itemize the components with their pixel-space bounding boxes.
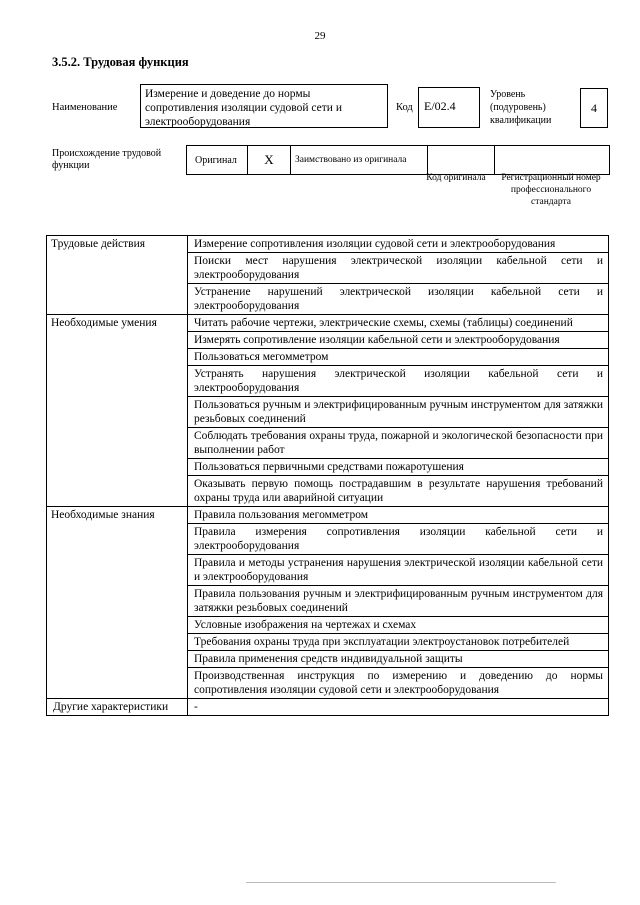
section-title-spacer [47, 668, 188, 699]
table-row [47, 253, 609, 284]
table-row [47, 586, 609, 617]
section-title-spacer [47, 366, 188, 397]
origin-label: Происхождение трудовой функции [52, 148, 162, 171]
table-row [47, 476, 609, 507]
section-item: Пользоваться мегомметром [188, 349, 609, 366]
section-title-spacer [47, 555, 188, 586]
reg-caption: Регистрационный номер профессионального стандарта [501, 173, 601, 207]
section-title-spacer [47, 634, 188, 651]
section-title-spacer [47, 651, 188, 668]
section-item: Правила измерения сопротивления изоляции кабельной сети и электрооборудования [188, 524, 609, 555]
table-row [47, 349, 609, 366]
section-item: Поиски мест нарушения электрической изоляции кабельной сети и электрооборудования [188, 253, 609, 284]
section-heading: 3.5.2. Трудовая функция [52, 55, 189, 69]
section-item: Правила применения средств индивидуальной защиты [188, 651, 609, 668]
section-item: Правила пользования ручным и электрифицированным ручным инструментом для затяжки резьбовых соединений [188, 586, 609, 617]
function-name-box: Измерение и доведение до нормы сопротивления изоляции судовой сети и электрооборудования [140, 84, 388, 128]
section-title-spacer [47, 476, 188, 507]
footer-rule [246, 882, 556, 883]
section-item: Соблюдать требования охраны труда, пожарной и экологической безопасности при выполнении работ [188, 428, 609, 459]
section-title-spacer [47, 428, 188, 459]
origin-mark-cell: X [248, 146, 291, 175]
section-item: Пользоваться ручным и электрифицированным ручным инструментом для затяжки резьбовых соединений [188, 397, 609, 428]
section-title-spacer [47, 617, 188, 634]
table-row [47, 555, 609, 586]
origin-borrowed-cell: Заимствовано из оригинала [291, 146, 428, 175]
qualification-level-box: 4 [580, 88, 608, 128]
section-title-spacer [47, 253, 188, 284]
section-item: Оказывать первую помощь пострадавшим в результате нарушения требований охраны труда или аварийной ситуации [188, 476, 609, 507]
function-details-table [46, 235, 609, 716]
code-label: Код [396, 102, 413, 113]
table-row [47, 397, 609, 428]
section-item: - [188, 699, 609, 716]
function-code-box: E/02.4 [418, 87, 480, 128]
page-number: 29 [314, 30, 326, 42]
section-title-spacer [47, 332, 188, 349]
section-item: Требования охраны труда при эксплуатации электроустановок потребителей [188, 634, 609, 651]
table-row [47, 651, 609, 668]
section-title-spacer [47, 459, 188, 476]
table-row [47, 459, 609, 476]
section-title: Трудовые действия [47, 236, 188, 253]
table-row [47, 315, 609, 332]
section-item: Производственная инструкция по измерению и доведению до нормы сопротивления изоляции судовой сети и электрооборудования [188, 668, 609, 699]
section-title-spacer [47, 524, 188, 555]
section-title-spacer [47, 586, 188, 617]
table-row [47, 428, 609, 459]
level-label: Уровень (подуровень) квалификации [490, 89, 552, 126]
code-caption: Код оригинала [426, 173, 486, 183]
section-item: Правила пользования мегомметром [188, 507, 609, 524]
table-row [47, 507, 609, 524]
origin-reg-cell [495, 146, 610, 175]
table-row [47, 524, 609, 555]
section-title-spacer [47, 284, 188, 315]
name-label: Наименование [52, 102, 118, 113]
section-item: Устранение нарушений электрической изоляции кабельной сети и электрооборудования [188, 284, 609, 315]
origin-table [186, 145, 610, 175]
table-row [47, 668, 609, 699]
section-title: Необходимые умения [47, 315, 188, 332]
section-item: Измерять сопротивление изоляции кабельной сети и электрооборудования [188, 332, 609, 349]
section-title: Необходимые знания [47, 507, 188, 524]
table-row [47, 236, 609, 253]
origin-original-cell: Оригинал [187, 146, 248, 175]
table-row [47, 332, 609, 349]
section-title-spacer [47, 349, 188, 366]
section-title: Другие характеристики [47, 699, 188, 716]
section-item: Устранять нарушения электрической изоляции кабельной сети и электрооборудования [188, 366, 609, 397]
section-item: Пользоваться первичными средствами пожаротушения [188, 459, 609, 476]
section-item: Измерение сопротивления изоляции судовой сети и электрооборудования [188, 236, 609, 253]
table-row [47, 284, 609, 315]
table-row [47, 699, 609, 716]
section-title-spacer [47, 397, 188, 428]
section-item: Условные изображения на чертежах и схемах [188, 617, 609, 634]
table-row [47, 617, 609, 634]
origin-code-cell [428, 146, 495, 175]
section-item: Читать рабочие чертежи, электрические схемы, схемы (таблицы) соединений [188, 315, 609, 332]
table-row [47, 634, 609, 651]
section-item: Правила и методы устранения нарушения электрической изоляции кабельной сети и электрооборудования [188, 555, 609, 586]
table-row [47, 366, 609, 397]
